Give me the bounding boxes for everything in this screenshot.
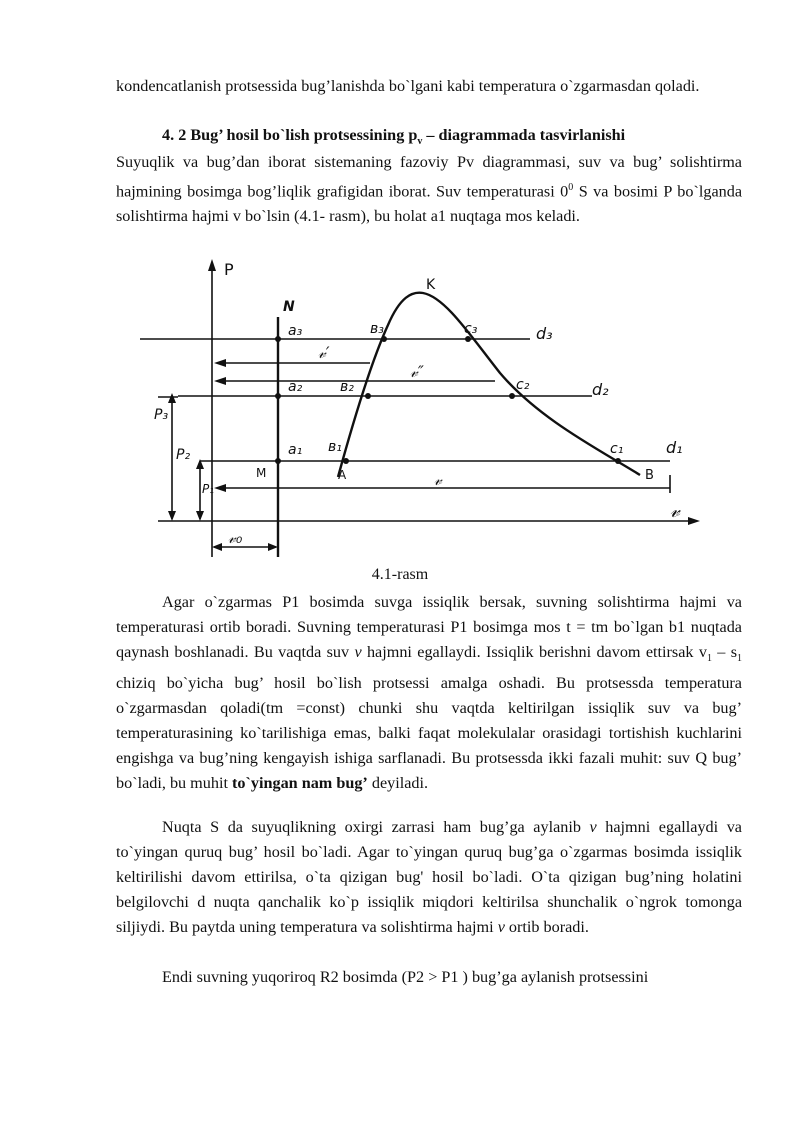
section-heading [162,126,625,147]
paragraph-1-text: Suyuqlik va bug’dan iborat sistemaning fazoviy Pv diagrammasi, suv va bug’ solishtirma hajmining bosimga bog’liqlik grafigidan iborat. Suv temperaturasi 0 [116,153,742,201]
v-italic: v [497,918,505,936]
paragraph-2-text: Agar o`zgarmas P1 bosimda suvga issiqlik bersak, suvning solishtirma hajmi va temperaturasi ortib boradi. Suvning temperaturasi P1 bosimga mos t = tm bo`lgan b1 nuqtada qaynash boshlanadi. Bu vaqtda suv [116,593,742,661]
point-a2 [275,393,281,399]
paragraph-3-text-b: hajmni egallaydi va to`yingan quruq bug’ hosil bo`ladi. Agar to`yingan quruq bug’ga o`zgarmas bosimda issiqlik keltirilishi davom ettirilsa, o`ta qizigan bug' hosil bo`ladi. O`ta qizigan bug’ning holatini belgilovchi d nuqta qanchalik ko`p issiqlik miqdori keltirilsa shunchalik o`ngrok tomonga siljiydi. Bu paytda uning temperatura va solishtirma hajmi [116,818,742,936]
p-axis-arrow [208,259,216,271]
paragraph-3-text: Nuqta S da suyuqlikning oxirgi zarrasi ham bug’ga aylanib [162,818,590,836]
paragraph-2-text-b: hajmni egallaydi. Issiqlik berishni davom ettirsak v [361,643,707,661]
paragraph-4: Endi suvning yuqoriroq R2 bosimda (P2 > P1 ) bug’ga aylanish protsessini [162,968,649,986]
label-v-axis: 𝓋 [670,498,680,522]
paragraph-1-text-b: S va bosimi P bo`lganda solishtirma hajmi v bo`lsin (4.1- rasm), bu holat a1 nuqtaga mos keladi. [116,182,743,226]
point-c2 [509,393,515,399]
v-axis-arrow [688,517,700,525]
label-v0: 𝓋₀ [228,528,243,547]
label-c1: c₁ [610,441,624,457]
v-italic: v [354,643,362,661]
label-b2: в₂ [340,379,354,395]
paragraph-2-text-c: – s [711,643,738,661]
paragraph-1 [116,150,742,229]
label-d1: d₁ [666,438,683,457]
paragraph-2 [116,590,742,796]
label-a3: a₃ [288,323,303,339]
paragraph-2-text-d: chiziq bo`yicha bug’ hosil bo`lish protsessi amalga oshadi. Bu protsessda temperatura o`zgarmasdan qoladi(tm =const) chunki shu vaqtda keltirilgan issiqlik suv va bug’ temperaturasining ko`tarilishiga emas, balki faqat molekulalar orasidagi tortishish kuchlarini engishga va bug’ning kengayish ishiga sarflanadi. Bu protsessda ikki fazali muhit: suv Q bug’ bo`ladi, bu muhit [116,674,742,793]
label-b1: в₁ [328,439,342,455]
label-p2: P₂ [176,447,191,463]
bold-term: to`yingan nam bug’ [232,774,368,793]
label-a1: a₁ [288,442,303,458]
subscript-2: 1 [737,653,743,665]
point-b1 [343,458,349,464]
label-v: 𝓋 [434,470,442,489]
label-a-point: A [338,468,347,482]
label-c3: c₃ [464,321,478,337]
label-d2: d₂ [592,380,609,399]
figure-caption: 4.1-rasm [371,566,429,583]
label-c2: c₂ [516,377,530,393]
label-b-point: B [645,468,654,483]
label-v-dprime: 𝓋″ [410,362,424,381]
label-k: K [426,277,436,293]
degree-superscript: 0 [568,182,574,193]
label-v-prime: 𝓋′ [318,343,330,362]
heading-subscript: v [417,136,423,148]
paragraph-2-text-e: deyiladi. [367,774,429,793]
label-a2: a₂ [288,379,303,395]
subscript-1: 1 [706,653,712,665]
label-p1: P₁ [202,482,215,496]
label-p: P [224,260,234,279]
label-d3: d₃ [536,324,553,343]
heading-text: 4. 2 Bug’ hosil bo`lish protsessining p [162,126,418,144]
point-b2 [365,393,371,399]
point-a1 [275,458,281,464]
paragraph-intro: kondencatlanish protsessida bug’lanishda bo`lgani kabi temperatura o`zgarmasdan qoladi. [116,77,700,95]
label-n: N [283,299,295,315]
paragraph-3 [116,815,742,940]
label-p3: P₃ [154,407,169,423]
pv-diagram [140,255,710,560]
point-c1 [615,458,621,464]
point-a3 [275,336,281,342]
label-m: M [256,466,267,480]
heading-text-after: – diagrammada tasvirlanishi [422,126,626,144]
paragraph-3-text-c: ortib boradi. [504,918,589,936]
label-b3: в₃ [370,321,384,337]
v-italic: v [589,818,597,836]
